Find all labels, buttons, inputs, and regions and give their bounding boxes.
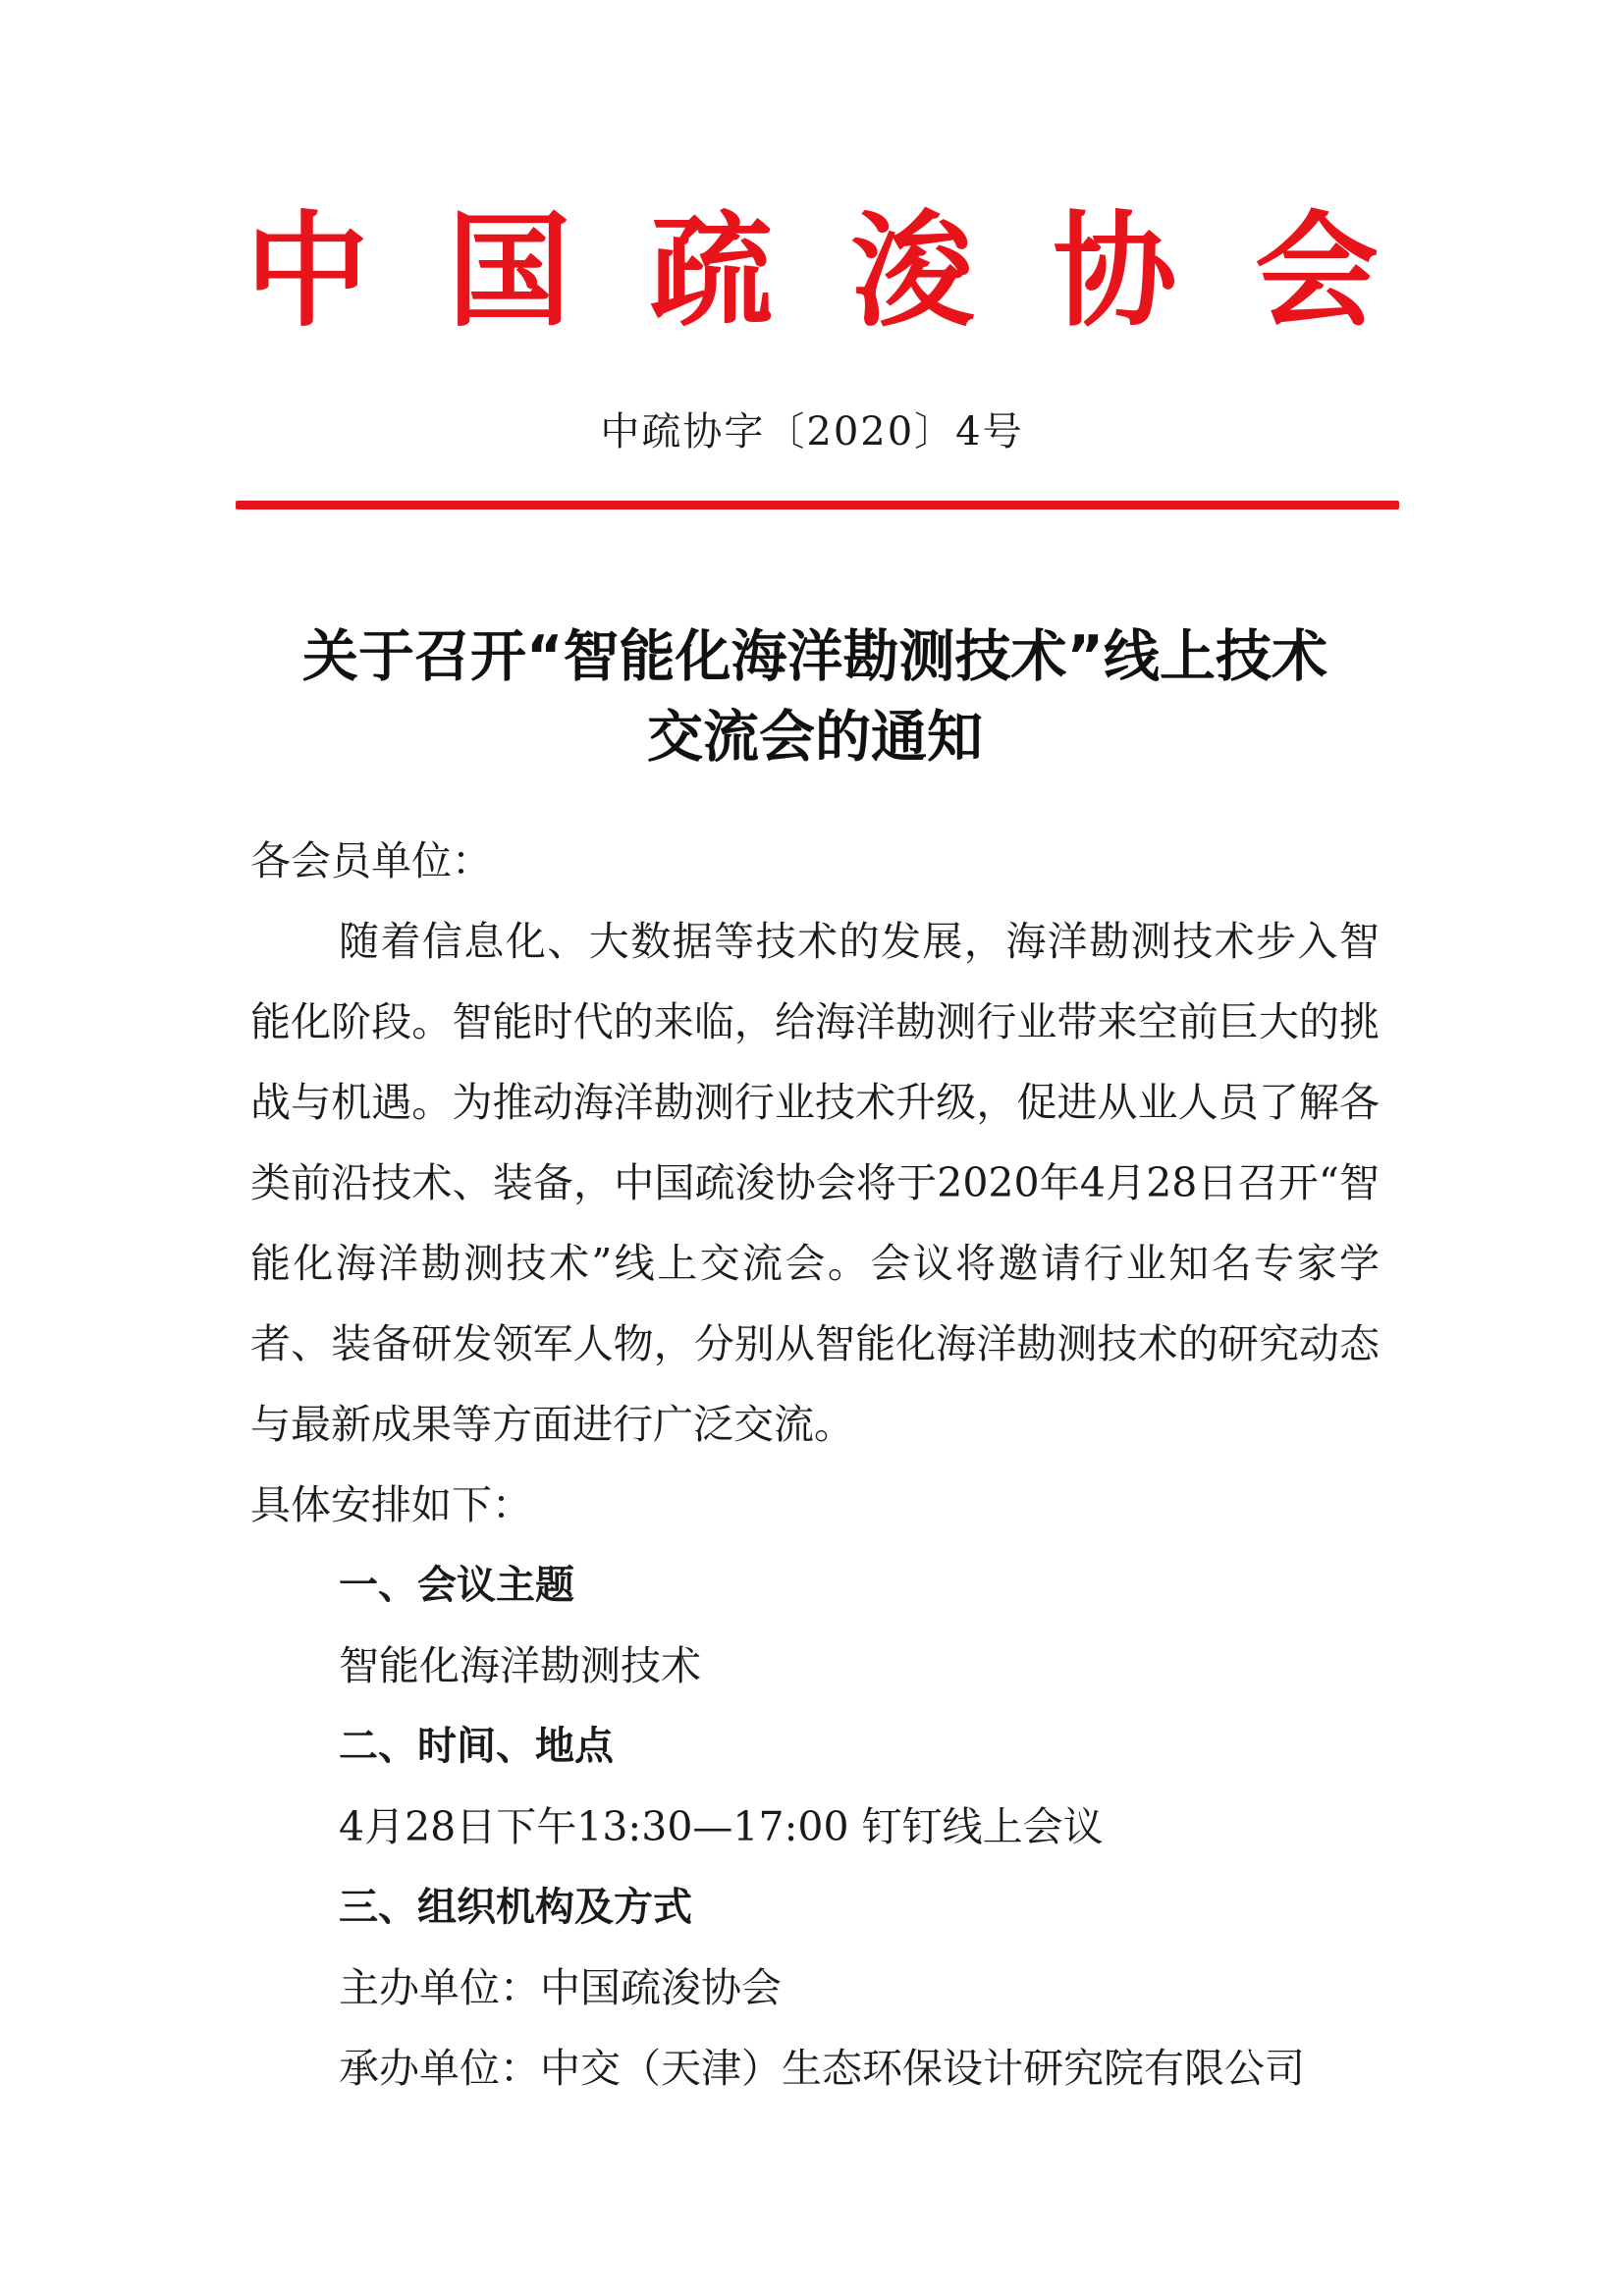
notice-title [236,616,1394,777]
document-number: 中疏协字〔2020〕4号 [600,409,1024,454]
organization-title [245,192,1379,349]
section-topic [250,1545,1380,1706]
org-title-char: 会 [1254,198,1379,344]
section-line: 4月28日下午13:30—17:00 钉钉线上会议 [339,1803,1104,1850]
section-organizers [250,1867,1380,2109]
section-line: 智能化海洋勘测技术 [339,1642,701,1689]
notice-title-line-1: 关于召开“智能化海洋勘测技术”线上技术 [302,624,1327,689]
section-heading: 三、组织机构及方式 [339,1885,692,1930]
org-title-char: 协 [1053,198,1177,344]
section-line: 承办单位：中交（天津）生态环保设计研究院有限公司 [339,2045,1305,2092]
intro-closing: 具体安排如下： [250,1481,532,1528]
salutation: 各会员单位： [250,837,492,884]
section-heading: 二、时间、地点 [339,1724,614,1769]
org-title-char: 国 [447,198,571,344]
notice-title-line-2: 交流会的通知 [647,705,983,770]
section-line: 主办单位：中国疏浚协会 [339,1964,782,2011]
org-title-char: 浚 [850,198,975,344]
letterhead-divider [236,501,1399,509]
org-title-char: 中 [245,198,369,344]
org-title-char: 疏 [649,198,774,344]
intro-paragraph: 随着信息化、大数据等技术的发展，海洋勘测技术步入智能化阶段。智能时代的来临，给海洋勘测行业带来空前巨大的挑战与机遇。为推动海洋勘测行业技术升级，促进从业人员了解各类前沿技术、装备，中国疏浚协会将于2020年4月28日召开“智能化海洋勘测技术”线上交流会。会议将邀请行业知名专家学者、装备研发领军人物，分别从智能化海洋勘测技术的研究动态与最新成果等方面进行广泛交流。 [250,918,1380,1448]
section-time-place [250,1706,1380,1867]
notice-body [250,821,1380,2109]
section-heading: 一、会议主题 [339,1563,574,1608]
